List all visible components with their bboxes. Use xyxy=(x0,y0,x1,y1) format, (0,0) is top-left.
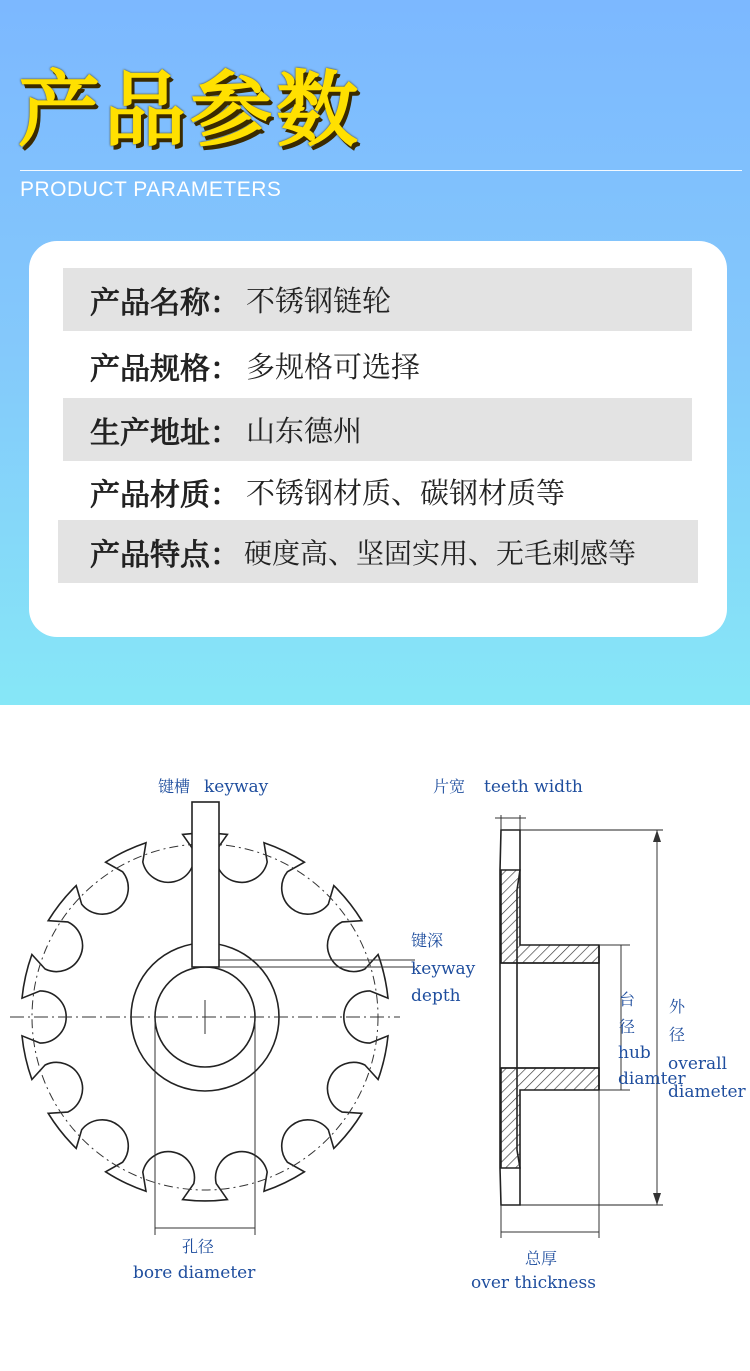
page-title: 产品参数 xyxy=(18,63,363,158)
param-key: 产品特点： xyxy=(90,537,240,573)
hub-label-en: diamter xyxy=(618,1069,686,1089)
param-value: 不锈钢材质、碳钢材质等 xyxy=(246,476,566,510)
bore-label-cn: 孔径 xyxy=(182,1237,215,1256)
overall-label-cn: 外 xyxy=(669,997,686,1016)
sprocket-side-view xyxy=(500,830,663,1205)
arrow-icon xyxy=(653,1193,661,1205)
param-key: 生产地址： xyxy=(90,415,240,451)
keyway-depth-label-en: depth xyxy=(411,986,461,1006)
param-row-features xyxy=(58,520,698,583)
param-row-material xyxy=(63,460,692,523)
param-row-spec xyxy=(63,334,692,397)
keyway-label-en: keyway xyxy=(204,777,269,797)
teeth-width-label-en: teeth width xyxy=(484,777,583,797)
param-value: 不锈钢链轮 xyxy=(246,284,392,318)
keyway-depth-label-cn: 键深 xyxy=(411,931,444,950)
hub-label-cn: 台 xyxy=(619,990,636,1009)
param-value: 山东德州 xyxy=(246,414,363,448)
keyway-slot xyxy=(192,802,219,967)
arrow-icon xyxy=(653,830,661,842)
param-value: 多规格可选择 xyxy=(246,350,421,384)
param-row-origin xyxy=(63,398,692,461)
overall-label-en: diameter xyxy=(668,1082,746,1102)
sprocket-diagram xyxy=(0,705,750,1371)
param-key: 产品名称： xyxy=(90,285,240,321)
thickness-label-en: over thickness xyxy=(471,1273,596,1293)
keyway-label-cn: 键槽 xyxy=(158,777,191,796)
keyway-depth-label-en: keyway xyxy=(411,959,476,979)
overall-label-cn: 径 xyxy=(669,1025,686,1044)
param-key: 产品规格： xyxy=(90,351,240,387)
page-subtitle: PRODUCT PARAMETERS xyxy=(20,178,282,201)
param-row-name xyxy=(63,268,692,331)
teeth-width-label-cn: 片宽 xyxy=(433,777,466,796)
hub-label-cn: 径 xyxy=(619,1017,636,1036)
params-card xyxy=(29,241,727,637)
param-key: 产品材质： xyxy=(90,477,240,513)
bore-label-en: bore diameter xyxy=(133,1263,256,1283)
hub-label-en: hub xyxy=(618,1043,651,1063)
overall-label-en: overall xyxy=(668,1054,728,1074)
param-value: 硬度高、坚固实用、无毛刺感等 xyxy=(244,536,637,570)
thickness-label-cn: 总厚 xyxy=(525,1249,558,1268)
title-divider xyxy=(20,170,742,171)
